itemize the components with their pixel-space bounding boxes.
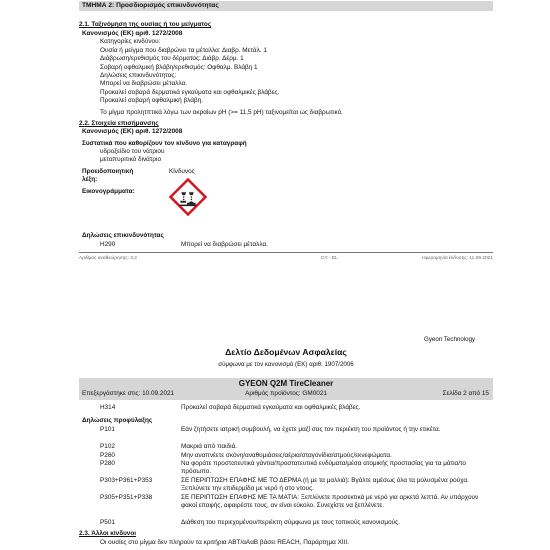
section-2-header: ΤΜΗΜΑ 2: Προσδιορισμός επικινδυνότητας	[79, 1, 493, 11]
h290-code: H290	[100, 241, 116, 248]
h314-text: Προκαλεί σοβαρά δερματικά εγκαύματα και οφθαλμικές βλάβες.	[181, 404, 361, 411]
signal-word: Κίνδυνος	[169, 168, 195, 175]
classification-line: Ουσία ή μείγμα που διαβρώνει τα μέταλλα: Διαβρ. Μετάλ. 1	[100, 46, 267, 54]
hazard-statements-label: Δηλώσεις επικινδυνότητας	[82, 232, 164, 239]
page-indicator: Σελίδα 2 από 15	[442, 390, 489, 397]
footer-date: Ημερομηνία έκδοσης: 11.09.2021	[422, 256, 493, 261]
hazard-component: μεταπυριτικό δινάτριο	[100, 156, 162, 164]
ghs05-corrosion-icon	[169, 178, 207, 216]
footer-language: CY - EL	[321, 256, 338, 261]
hazard-components-label: Συστατικά που καθορίζουν τον κίνδυνο για καταγραφή	[82, 139, 247, 147]
h290-text: Μπορεί να διαβρώσει μέταλλα.	[181, 241, 268, 248]
product-name: GYEON Q2M TireCleaner	[238, 379, 334, 388]
precaution-row: P501 Διάθεση του περιεχομένου/περιέκτη σύμφωνα με τους τοπικούς κανονισμούς.	[100, 519, 400, 526]
product-header-bar	[79, 378, 493, 400]
classification-line: Προκαλεί σοβαρά δερματικά εγκαύματα και οφθαλμικές βλάβες.	[100, 88, 280, 96]
precaution-row: P101 Εάν ζητήσετε ιατρική συμβουλή, να έχετε μαζί σας τον περιέκτη του προϊόντος ή την ετικέτα.	[100, 426, 441, 433]
company-name: Gyeon Technology	[424, 336, 476, 343]
precaution-row: P260 Μην αναπνέετε σκόνη/αναθυμιάσεις/αέρια/σταγονίδια/ατμούς/εκνεφώματα.	[100, 451, 392, 459]
precautions-table	[79, 404, 493, 547]
precautions-label: Δηλώσεις προφύλαξης	[82, 417, 153, 424]
subsection-2-1-title: 2.1. Ταξινόμηση της ουσίας ή του μείγματος	[79, 21, 212, 28]
subsection-2-3-title: 2.3. Άλλοι κίνδυνοι	[79, 530, 137, 537]
product-number: Αριθμός προϊόντος: GM0021	[245, 390, 327, 397]
classification-line: Σοβαρή οφθαλμική βλάβη/ερεθισμός: Οφθαλμ. Βλάβη 1	[100, 63, 258, 71]
precaution-row: P280 Να φοράτε προστατευτικά γάντια/προστατευτικά ενδύματα/μέσα ατομικής προστασίας για τα μάτια/το πρόσωπο.	[100, 460, 466, 476]
classification-line: Μπορεί να διαβρώσει μέταλλα.	[100, 80, 187, 88]
footer-divider	[79, 252, 493, 253]
classification-line: Κατηγορίες κινδύνου:	[100, 38, 161, 46]
subsection-2-2-title: 2.2. Στοιχεία επισήμανσης	[79, 119, 159, 127]
hazard-component: υδροξείδιο του νάτριου	[100, 148, 165, 156]
ph-note: Το μίγμα προλητπτικά λόγω των ακραίων pH (>= 11,5 pH) ταξινομείται ως διαβρωτικό.	[100, 108, 343, 116]
classification-line: Προκαλεί σοβαρή οφθαλμική βλάβη.	[100, 97, 203, 105]
classification-line: Δηλώσεις επικινδυνότητας:	[100, 71, 177, 79]
signal-word-label: Προειδοποιητική λέξη:	[82, 168, 134, 184]
h314-code: H314	[100, 404, 116, 411]
page1-body	[79, 21, 493, 165]
regulation-label-2: Κανονισμός (ΕΚ) αριθ. 1272/2008	[82, 128, 183, 136]
precaution-row: P102 Μακριά από παιδιά.	[100, 443, 238, 450]
hazard-statement-row	[79, 404, 493, 417]
document-subtitle: σύμφωνα με τον κανονισμό (ΕΚ) αριθ. 1907/2006	[218, 361, 354, 368]
revised-on: Επεξεργάστηκε στις: 10.09.2021	[82, 390, 175, 397]
classification-line: Διάβρωση/ερεθισμός του δέρματος: Διάβρ. Δέρμ. 1	[100, 55, 244, 63]
precaution-row: P303+P361+P353 ΣΕ ΠΕΡΙΠΤΩΣΗ ΕΠΑΦΗΣ ΜΕ ΤΟ ΔΕΡΜΑ (ή με τα μαλλιά): Βγάλτε αμέσως όλα τα μολυσμένα ρούχα. Ξεπλύνετε την επιδερμίδα με νερό ή στο ντους.	[100, 477, 469, 493]
footer-revision: Αριθμός αναθεώρησης: 3,2	[79, 256, 137, 261]
pictograms-label: Εικονογράμματα:	[82, 188, 135, 195]
regulation-label-1: Κανονισμός (ΕΚ) αριθ. 1272/2008	[82, 30, 183, 37]
document-title: Δελτίο Δεδομένων Ασφαλείας	[225, 347, 347, 357]
subsection-2-3-text: Οι ουσίες στο μίγμα δεν πληρούν τα κριτήρια ΑΒΤ/αΑαΒ βάσει REACH, Παράρτημα XIII.	[100, 538, 349, 546]
precaution-row: P305+P351+P338 ΣΕ ΠΕΡΙΠΤΩΣΗ ΕΠΑΦΗΣ ΜΕ ΤΑ ΜΑΤΙΑ: Ξεπλύνετε προσεκτικά με νερό για αρκετά λεπτά. Αν υπάρχουν φακοί επαφής, αφαιρέστε τους, αν είναι εύκολο. Συνεχίστε να ξεπλένετε.	[100, 494, 479, 510]
